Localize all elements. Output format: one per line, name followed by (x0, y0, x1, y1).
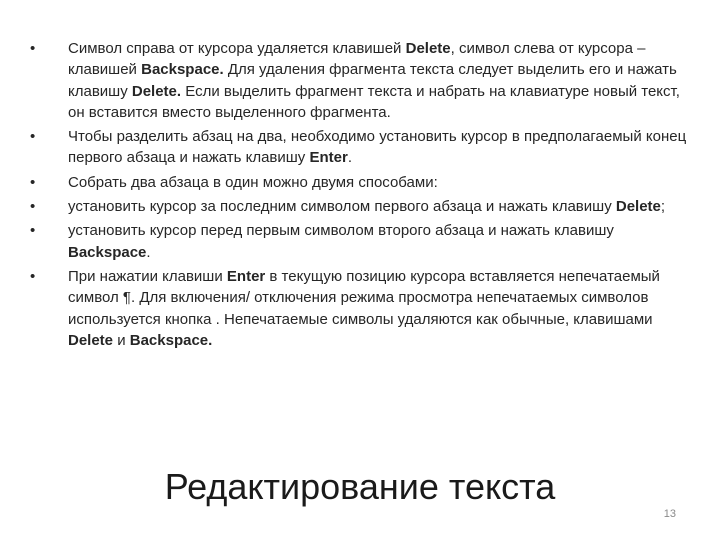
text-segment: При нажатии клавиши (68, 267, 227, 285)
key-delete: Delete (615, 198, 661, 216)
bullet-item-split-paragraph (28, 126, 688, 169)
key-enter: Enter (226, 267, 266, 285)
text-segment: установить курсор перед первым символом второго абзаца и нажать клавишу (68, 222, 614, 240)
text-segment: ; (660, 198, 666, 216)
key-backspace: Backspace. (141, 61, 224, 79)
bullet-dot: • (30, 267, 36, 285)
text-segment: Если выделить фрагмент текста и набрать на клавиатуре новый текст, он вставится вместо выделенного фрагмента. (68, 82, 680, 121)
bullet-dot: • (30, 40, 36, 57)
slide-title: Редактирование текста (164, 466, 556, 507)
page-number: 13 (663, 508, 676, 520)
key-delete: Delete (405, 40, 451, 57)
bullet-dot: • (30, 198, 36, 216)
key-enter: Enter (309, 149, 348, 167)
key-delete: Delete (68, 331, 114, 349)
text-segment: Чтобы разделить абзац на два, необходимо установить курсор в предполагаемый конец первого абзаца и нажать клавишу (68, 128, 687, 167)
text-segment: Символ справа от курсора удаляется клавишей (68, 40, 406, 57)
bullet-item-delete-backspace (28, 38, 688, 123)
bullet-item-merge-paragraphs (28, 172, 688, 193)
text-segment: Для удаления фрагмента текста следует выделить его и нажать клавишу (68, 61, 677, 100)
key-backspace: Backspace. (129, 331, 213, 349)
text-segment: , символ слева от курсора – клавишей (68, 40, 646, 79)
bullet-dot: • (30, 222, 36, 240)
bullet-item-merge-method-backspace (28, 220, 688, 263)
bullet-item-nonprinting-symbols (28, 266, 688, 351)
text-segment: в текущую позицию курсора вставляется непечатаемый символ ¶. Для включения/ отключения режима просмотра непечатаемых символов используется кнопка . Непечатаемые символы удаляются как обычные, клавишами (68, 267, 660, 328)
key-delete: Delete. (131, 82, 182, 100)
text-segment: и (113, 331, 130, 349)
bullet-dot: • (30, 128, 36, 146)
text-segment: установить курсор за последним символом первого абзаца и нажать клавишу (68, 198, 616, 216)
text-segment: . (146, 243, 151, 261)
text-segment: Собрать два абзаца в один можно двумя способами: (68, 173, 438, 191)
key-backspace: Backspace (68, 243, 147, 261)
bullet-list (28, 38, 688, 354)
text-segment: . (347, 149, 352, 167)
bullet-item-merge-method-delete (28, 196, 688, 217)
bullet-dot: • (30, 173, 36, 191)
